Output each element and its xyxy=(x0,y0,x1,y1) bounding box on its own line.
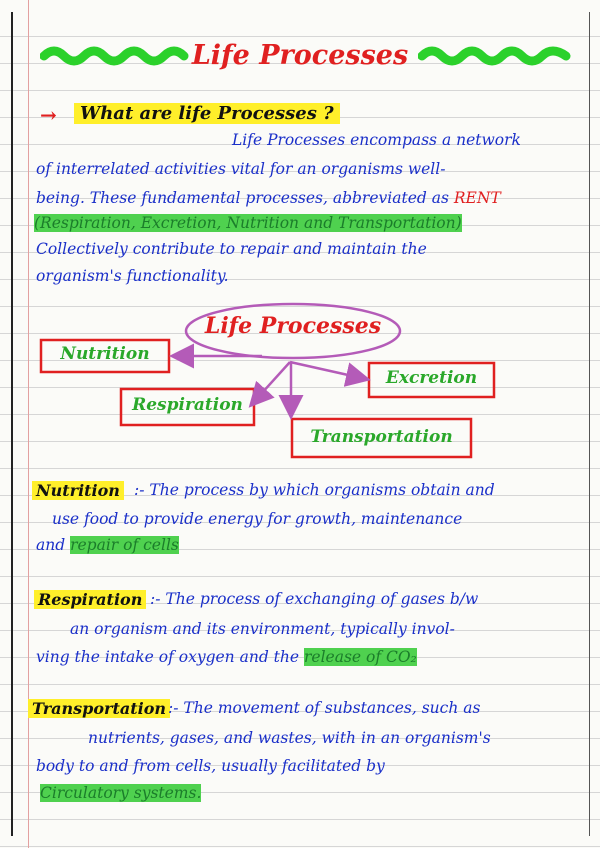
intro-line-2: of interrelated activities vital for an organisms well- xyxy=(36,160,446,178)
intro-line-5: Collectively contribute to repair and maintain the xyxy=(36,240,427,258)
transportation-highlight: Circulatory systems. xyxy=(40,784,202,802)
nutrition-line-3 xyxy=(36,536,179,554)
intro-line-4 xyxy=(34,214,462,232)
node-transportation: Transportation xyxy=(310,427,453,447)
intro-line-3-text: being. These fundamental processes, abbreviated as xyxy=(36,189,449,207)
nutrition-line-2: use food to provide energy for growth, maintenance xyxy=(52,510,463,528)
transportation-line-1-text: The movement of substances, such as xyxy=(183,699,481,717)
nutrition-highlight: repair of cells xyxy=(70,536,179,554)
intro-line-6: organism's functionality. xyxy=(36,267,229,285)
node-respiration: Respiration xyxy=(132,395,243,415)
question-heading: What are life Processes ? xyxy=(74,103,340,124)
page-title: Life Processes xyxy=(191,40,409,71)
transportation-line-3: body to and from cells, usually facilitated by xyxy=(36,757,385,775)
nutrition-line-3-text: and xyxy=(36,536,66,554)
bullet-arrow-icon: → xyxy=(40,103,57,127)
transportation-separator: :- xyxy=(168,699,179,717)
respiration-line-3-text: ving the intake of oxygen and the xyxy=(36,648,300,666)
respiration-separator: :- xyxy=(150,590,161,608)
rent-abbreviation: RENT xyxy=(453,189,501,207)
term-transportation: Transportation xyxy=(28,699,170,718)
nutrition-separator: :- xyxy=(134,481,145,499)
respiration-line-1-text: The process of exchanging of gases b/w xyxy=(165,590,479,608)
intro-line-3 xyxy=(36,189,501,207)
rent-expansion-highlight: (Respiration, Excretion, Nutrition and Transportation) xyxy=(34,214,462,232)
arrow-to-excretion xyxy=(290,362,366,379)
respiration-line-1 xyxy=(150,590,478,608)
node-excretion: Excretion xyxy=(385,368,478,388)
term-respiration: Respiration xyxy=(34,590,146,609)
diagram-center-label: Life Processes xyxy=(204,313,382,339)
transportation-line-2: nutrients, gases, and wastes, with in an organism's xyxy=(88,729,491,747)
transportation-line-1 xyxy=(168,699,480,717)
arrow-to-respiration xyxy=(252,362,290,404)
term-nutrition: Nutrition xyxy=(32,481,124,500)
respiration-highlight: release of CO₂ xyxy=(303,648,417,666)
transportation-line-4 xyxy=(40,784,201,802)
nutrition-line-1 xyxy=(134,481,495,499)
intro-line-1: Life Processes encompass a network xyxy=(232,131,521,149)
node-nutrition: Nutrition xyxy=(60,344,150,364)
respiration-line-3 xyxy=(36,648,417,666)
respiration-line-2: an organism and its environment, typically invol- xyxy=(70,620,455,638)
nutrition-line-1-text: The process by which organisms obtain and xyxy=(149,481,495,499)
